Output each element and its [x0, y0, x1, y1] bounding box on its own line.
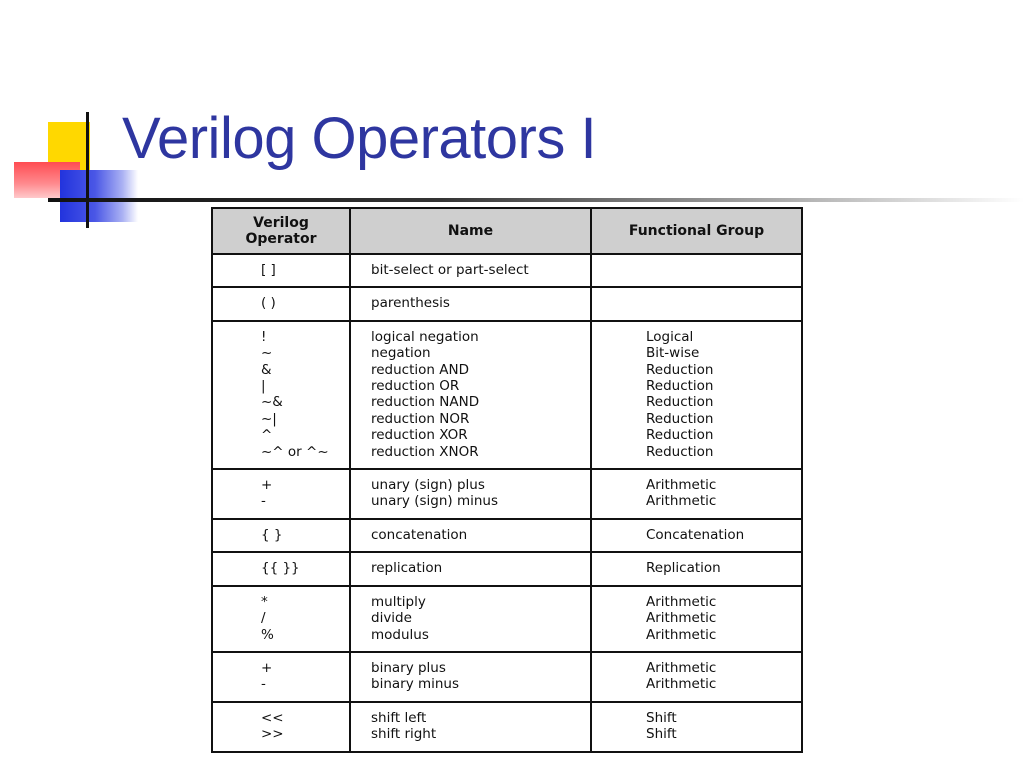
table-row [212, 652, 802, 702]
functional-group-cell [591, 469, 802, 519]
functional-group-cell [591, 586, 802, 652]
operator-name: multiply [371, 593, 426, 610]
operator-name: binary plus [371, 659, 446, 676]
functional-group: Arithmetic [646, 676, 717, 693]
functional-group: Replication [646, 560, 721, 577]
functional-group: Concatenation [646, 526, 745, 543]
operator-cell [212, 287, 350, 320]
operator-name: negation [371, 345, 431, 362]
operator-cell [212, 552, 350, 585]
operator-name: unary (sign) minus [371, 493, 498, 510]
operator-name: reduction XOR [371, 427, 468, 444]
functional-group: Arithmetic [646, 477, 717, 494]
operator-name: divide [371, 610, 412, 627]
operator-cell [212, 652, 350, 702]
operator: ~^ or ^~ [261, 443, 329, 460]
operator: + [261, 659, 273, 676]
functional-group: Reduction [646, 361, 714, 378]
operator-name-cell [350, 519, 591, 552]
operator-name-cell [350, 652, 591, 702]
header-operator [212, 208, 350, 254]
functional-group: Arithmetic [646, 626, 717, 643]
operator-name: reduction OR [371, 378, 460, 395]
functional-group-cell [591, 702, 802, 752]
operator-cell [212, 519, 350, 552]
operator-name-cell [350, 287, 591, 320]
functional-group: Reduction [646, 427, 714, 444]
operator-name: logical negation [371, 328, 479, 345]
operator-name-cell [350, 586, 591, 652]
header-operator-line1: Verilog [253, 215, 309, 231]
functional-group: Arithmetic [646, 610, 717, 627]
operator: { } [261, 526, 283, 543]
table-body [212, 254, 802, 752]
operator-name: reduction NAND [371, 394, 480, 411]
table-header-row [212, 208, 802, 254]
operators-table [211, 207, 803, 753]
functional-group: Shift [646, 726, 677, 743]
operator-cell [212, 254, 350, 287]
operator: + [261, 477, 273, 494]
functional-group: Arithmetic [646, 659, 717, 676]
operator: ~| [261, 410, 277, 427]
operator-name: unary (sign) plus [371, 477, 485, 494]
accent-vertical-rule [86, 112, 89, 228]
operator: {{ }} [261, 560, 300, 577]
operator-cell [212, 469, 350, 519]
operator: - [261, 493, 266, 510]
table-row [212, 287, 802, 320]
header-operator-line2: Operator [245, 231, 317, 247]
slide-title: Verilog Operators I [122, 106, 597, 171]
operator-name: reduction NOR [371, 410, 470, 427]
operator-name: reduction AND [371, 361, 469, 378]
operator: - [261, 676, 266, 693]
table-row [212, 586, 802, 652]
operator-name-cell [350, 254, 591, 287]
operator-name: parenthesis [371, 295, 450, 312]
header-functional-group: Functional Group [591, 208, 802, 254]
functional-group: Logical [646, 328, 694, 345]
operator: * [261, 593, 268, 610]
operator-cell [212, 321, 350, 469]
functional-group-cell [591, 254, 802, 287]
table-row [212, 552, 802, 585]
table-row [212, 469, 802, 519]
functional-group: Reduction [646, 443, 714, 460]
operator-name: binary minus [371, 676, 460, 693]
operator-cell [212, 702, 350, 752]
operator: << [261, 709, 284, 726]
table-row [212, 254, 802, 287]
functional-group: Bit-wise [646, 345, 700, 362]
functional-group-cell [591, 652, 802, 702]
operator: | [261, 378, 266, 395]
operator-cell [212, 586, 350, 652]
table-row [212, 702, 802, 752]
operator: ~& [261, 394, 283, 411]
operator: ~ [261, 345, 273, 362]
operator-name: modulus [371, 626, 429, 643]
operator: [ ] [261, 262, 276, 278]
operator-name: concatenation [371, 526, 468, 543]
functional-group: Reduction [646, 394, 714, 411]
operator: >> [261, 726, 284, 743]
operator: % [261, 626, 274, 643]
operator: ^ [261, 427, 273, 444]
operator: & [261, 361, 272, 378]
operator-name: bit-select or part-select [371, 262, 529, 278]
header-name: Name [350, 208, 591, 254]
functional-group: Reduction [646, 410, 714, 427]
functional-group-cell [591, 321, 802, 469]
operator-name-cell [350, 321, 591, 469]
operator-name: shift right [371, 726, 437, 743]
table-row [212, 519, 802, 552]
functional-group: Arithmetic [646, 593, 717, 610]
functional-group-cell [591, 519, 802, 552]
table-row [212, 321, 802, 469]
functional-group-cell [591, 552, 802, 585]
functional-group-cell [591, 287, 802, 320]
operator-name-cell [350, 469, 591, 519]
title-underline-rule [48, 198, 1024, 202]
operator: ( ) [261, 295, 276, 312]
functional-group: Shift [646, 709, 677, 726]
accent-blue-square [60, 170, 138, 222]
operator-name: shift left [371, 709, 427, 726]
operator: ! [261, 328, 267, 345]
operator: / [261, 610, 266, 627]
operator-name-cell [350, 702, 591, 752]
operator-name: reduction XNOR [371, 443, 479, 460]
functional-group: Arithmetic [646, 493, 717, 510]
operator-name-cell [350, 552, 591, 585]
functional-group: Reduction [646, 378, 714, 395]
operator-name: replication [371, 560, 443, 577]
